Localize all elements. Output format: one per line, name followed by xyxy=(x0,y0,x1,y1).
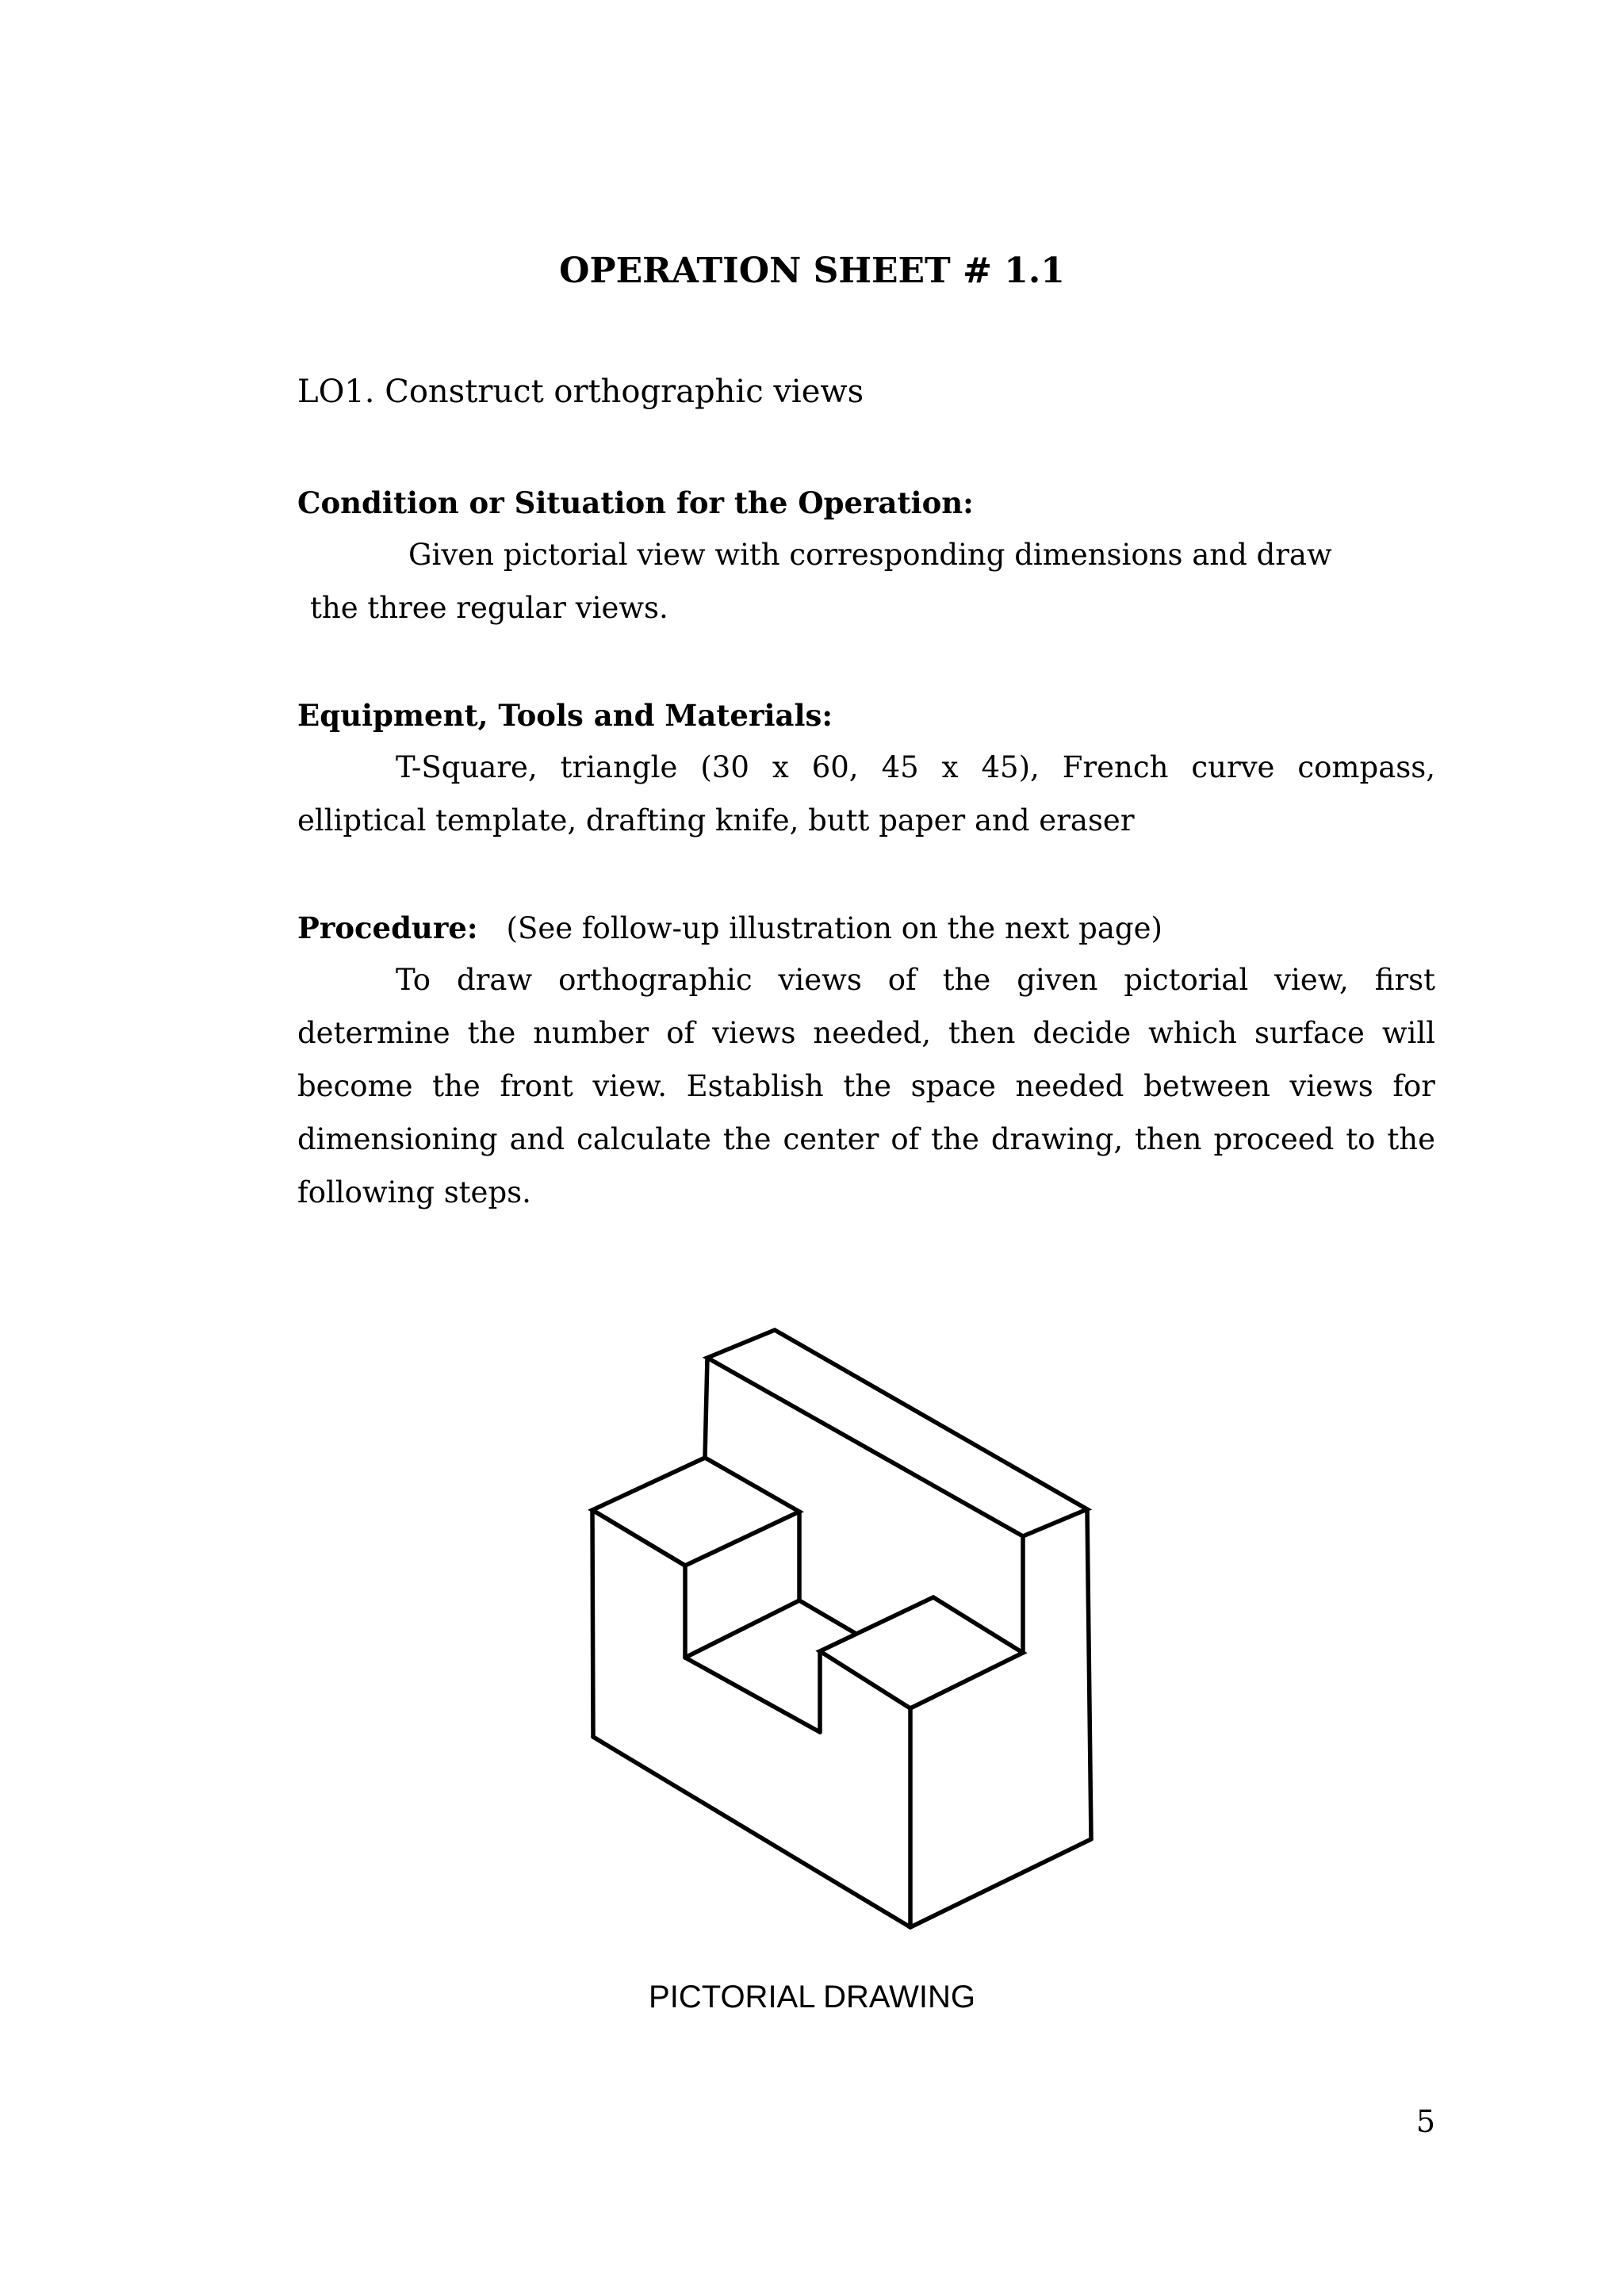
equipment-text: T-Square, triangle (30 x 60, 45 x 45), French curve compass, elliptical template, drafting knife, butt paper and eraser xyxy=(297,750,1435,838)
left-front-top-edge xyxy=(592,1510,685,1566)
left-front-bottom-edge xyxy=(593,1737,910,1927)
procedure-heading-line xyxy=(297,906,1162,951)
equipment-heading: Equipment, Tools and Materials: xyxy=(297,698,833,733)
notch-floor-left-edge xyxy=(685,1600,799,1658)
notch-floor-back-edge xyxy=(799,1600,855,1633)
drawing-caption: PICTORIAL DRAWING xyxy=(649,1980,975,2014)
procedure-note: (See follow-up illustration on the next page) xyxy=(506,911,1162,945)
right-vertical-edge xyxy=(1087,1509,1091,1839)
procedure-heading: Procedure: xyxy=(297,910,478,945)
condition-heading: Condition or Situation for the Operation: xyxy=(297,485,974,520)
back-wall-left-edge xyxy=(705,1358,707,1458)
procedure-text: To draw orthographic views of the given pictorial view, first determine the number of views needed, then decide which surface will become the front view. Establish the space needed between views for dimensioning and calculate the center of the drawing, then proceed to the following steps. xyxy=(297,963,1435,1209)
back-wall-top-face xyxy=(707,1330,1087,1536)
right-bottom-edge xyxy=(910,1839,1091,1927)
page-number: 5 xyxy=(1415,2104,1435,2139)
left-step-top-face xyxy=(592,1458,799,1566)
right-step-top-face xyxy=(820,1597,1023,1708)
notch-floor-front-edge xyxy=(685,1658,820,1732)
outer-left-vertical-edge xyxy=(592,1510,593,1737)
page-title: OPERATION SHEET # 1.1 xyxy=(559,251,1065,291)
learning-outcome: LO1. Construct orthographic views xyxy=(297,374,864,410)
condition-text: Given pictorial view with corresponding dimensions and draw the three regular views. xyxy=(310,538,1332,625)
